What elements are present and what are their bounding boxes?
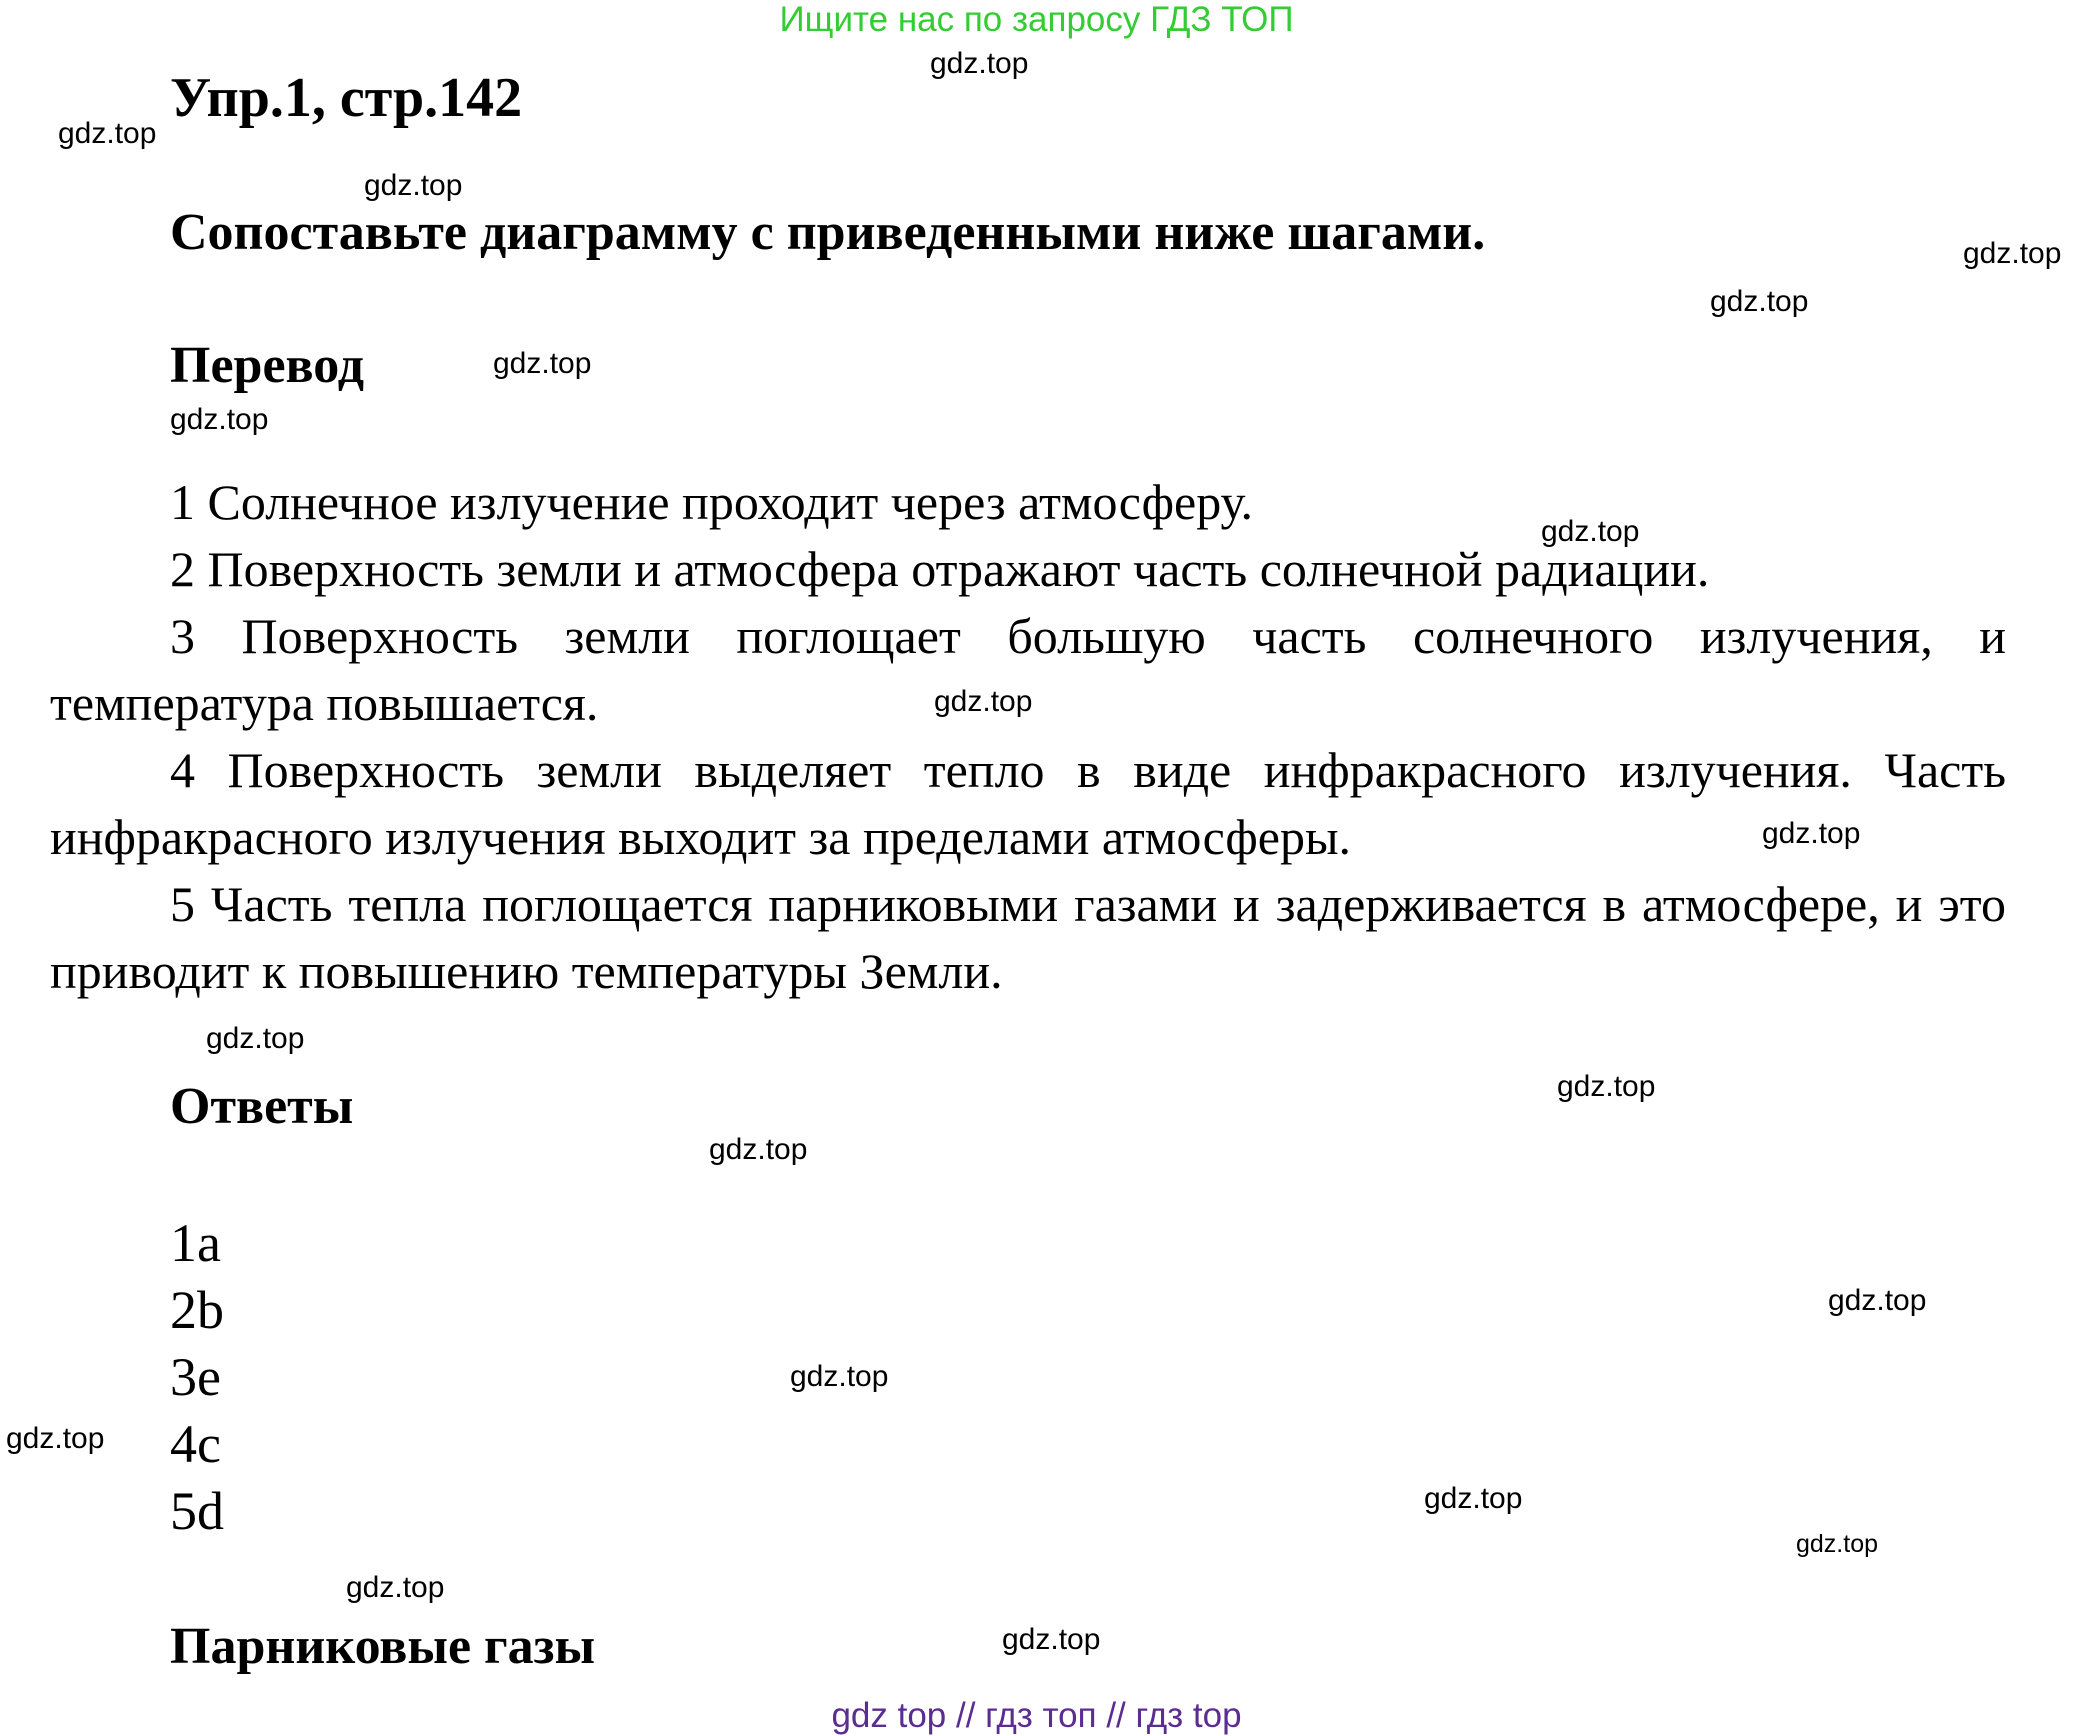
watermark: gdz.top (709, 1133, 808, 1166)
watermark: gdz.top (1796, 1530, 1879, 1558)
step-4: 4 Поверхность земли выделяет тепло в виде инфракрасного излучения. Часть инфракрасного излучения выходит за пределами атмосферы. (50, 742, 2006, 865)
watermark: gdz.top (790, 1360, 889, 1393)
answers-heading: Ответы (170, 1078, 354, 1135)
answer-4: 4c (170, 1414, 221, 1474)
watermark: gdz.top (364, 169, 463, 202)
greenhouse-heading: Парниковые газы (170, 1618, 596, 1675)
watermark: gdz.top (1557, 1070, 1656, 1103)
answer-3: 3e (170, 1347, 221, 1407)
watermark: gdz.top (1002, 1623, 1101, 1656)
step-5: 5 Часть тепла поглощается парниковыми газами и задерживается в атмосфере, и это приводит к повышению температуры Земли. (50, 876, 2006, 999)
watermark: gdz.top (1963, 237, 2062, 270)
watermark: gdz.top (1424, 1482, 1523, 1515)
answer-2: 2b (170, 1280, 224, 1340)
search-banner: Ищите нас по запросу ГДЗ ТОП (779, 0, 1294, 39)
step-2: 2 Поверхность земли и атмосфера отражают часть солнечной радиации. (170, 541, 1710, 597)
watermark: gdz.top (1828, 1284, 1927, 1317)
watermark: gdz.top (6, 1422, 105, 1455)
step-3: 3 Поверхность земли поглощает большую часть солнечного излучения, и температура повышается. (50, 608, 2006, 731)
watermark: gdz.top (206, 1022, 305, 1055)
answer-1: 1a (170, 1213, 221, 1273)
watermark: gdz.top (346, 1571, 445, 1604)
footer-link[interactable]: gdz top // гдз топ // гдз top (831, 1696, 1242, 1735)
page-title: Упр.1, стр.142 (170, 67, 523, 129)
watermark: gdz.top (930, 47, 1029, 80)
answer-5: 5d (170, 1481, 224, 1541)
step-1: 1 Солнечное излучение проходит через атмосферу. (170, 474, 1254, 530)
watermark: gdz.top (1762, 817, 1861, 850)
watermark: gdz.top (493, 347, 592, 380)
watermark: gdz.top (58, 117, 157, 150)
watermark: gdz.top (1541, 515, 1640, 548)
watermark: gdz.top (934, 685, 1033, 718)
translation-heading: Перевод (170, 337, 365, 394)
watermark: gdz.top (1710, 285, 1809, 318)
watermark: gdz.top (170, 403, 269, 436)
task-statement: Сопоставьте диаграмму с приведенными ниже шагами. (170, 204, 1486, 261)
